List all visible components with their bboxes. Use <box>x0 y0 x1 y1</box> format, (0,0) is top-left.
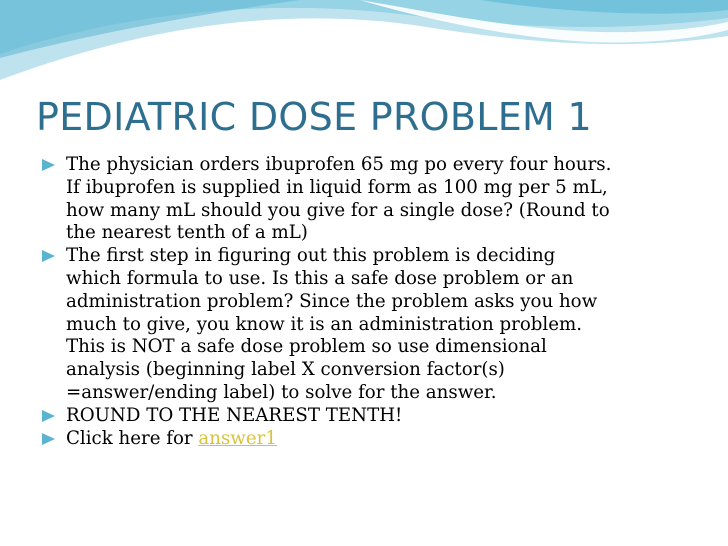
triangle-right-icon <box>42 410 55 422</box>
bullet-text: The physician orders ibuprofen 65 mg po every four hours. If ibuprofen is supplied in liquid form as 100 mg per 5 mL, how many mL should you give for a single dose? (Round to the nearest tenth of a mL) <box>66 154 612 244</box>
bullet-item <box>20 245 716 405</box>
header-wave-decoration <box>0 0 728 90</box>
answer-link[interactable]: answer1 <box>198 427 277 449</box>
bullet-item <box>20 154 716 245</box>
bullet-item <box>20 405 716 428</box>
bullet-item-answer <box>20 428 716 451</box>
bullet-text: ROUND TO THE NEAREST TENTH! <box>66 404 403 426</box>
triangle-right-icon <box>42 250 55 262</box>
slide-title: PEDIATRIC DOSE PROBLEM 1 <box>36 95 592 139</box>
bullet-list <box>20 154 716 450</box>
bullet-text: The first step in figuring out this problem is deciding which formula to use. Is this a safe dose problem or an administration problem? Since the problem asks you how much to give, you know it is an administration problem. This is NOT a safe dose problem so use dimensional analysis (beginning label X conversion factor(s) =answer/ending label) to solve for the answer. <box>66 245 598 403</box>
triangle-right-icon <box>42 159 55 171</box>
bullet-text-prefix: Click here for <box>66 427 199 449</box>
triangle-right-icon <box>42 433 55 445</box>
